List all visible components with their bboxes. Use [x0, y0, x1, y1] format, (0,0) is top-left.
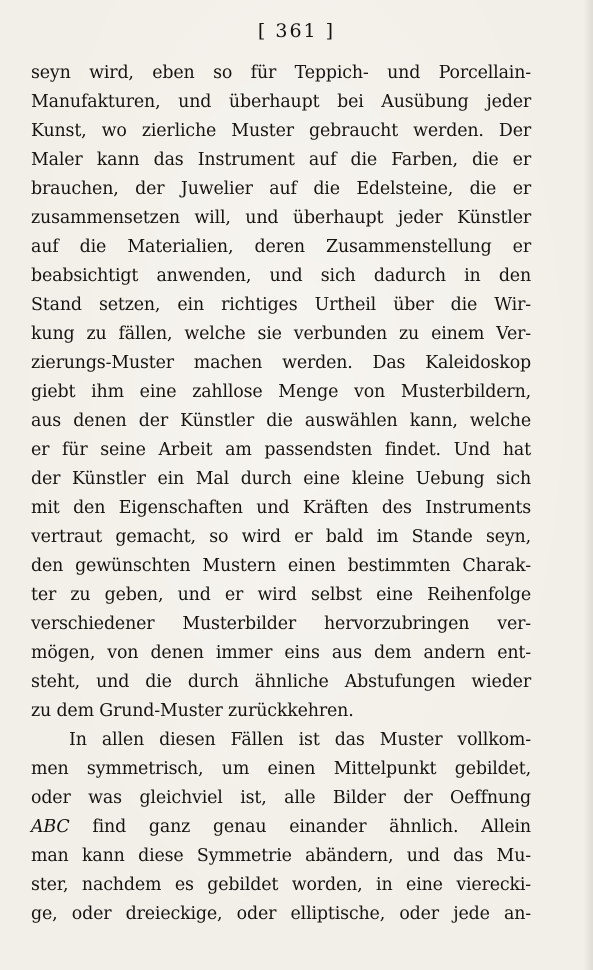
- page-number: [ 361 ]: [257, 20, 336, 42]
- text-line: er für seine Arbeit am passendsten findet. Und hat: [31, 440, 531, 460]
- text-line: ster, nachdem es gebildet worden, in eine vierecki-: [31, 875, 531, 895]
- text-line: giebt ihm eine zahllose Menge von Musterbildern,: [31, 382, 531, 402]
- italic-label: ABC: [31, 817, 70, 837]
- text-line: seyn wird, eben so für Teppich- und Porcellain-: [31, 63, 531, 83]
- text-line: men symmetrisch, um einen Mittelpunkt gebildet,: [31, 759, 531, 779]
- text-line: Kunst, wo zierliche Muster gebraucht werden. Der: [31, 121, 531, 141]
- text-line: In allen diesen Fällen ist das Muster vollkom-: [69, 730, 531, 750]
- paragraph-1: [31, 59, 531, 726]
- text-line: Manufakturen, und überhaupt bei Ausübung jeder: [31, 92, 531, 112]
- text-line: steht, und die durch ähnliche Abstufungen wieder: [31, 672, 531, 692]
- text-line: zierungs-Muster machen werden. Das Kaleidoskop: [31, 353, 531, 373]
- text-line: beabsichtigt anwenden, und sich dadurch in den: [31, 266, 531, 286]
- text-fragment: find ganz genau einander ähnlich. Allein: [92, 817, 531, 837]
- text-line: den gewünschten Mustern einen bestimmten Charak-: [31, 556, 531, 576]
- text-line: Stand setzen, ein richtiges Urtheil über die Wir-: [31, 295, 531, 315]
- text-line: zusammensetzen will, und überhaupt jeder Künstler: [31, 208, 531, 228]
- page-edge-shadow: [583, 0, 593, 970]
- text-line-with-label: [31, 813, 531, 842]
- text-line: brauchen, der Juwelier auf die Edelsteine, die er: [31, 179, 531, 199]
- text-line: mit den Eigenschaften und Kräften des Instruments: [31, 498, 531, 518]
- text-line: aus denen der Künstler die auswählen kann, welche: [31, 411, 531, 431]
- text-line: man kann diese Symmetrie abändern, und das Mu-: [31, 846, 531, 866]
- text-line: verschiedener Musterbilder hervorzubringen ver-: [31, 614, 531, 634]
- text-line: auf die Materialien, deren Zusammenstellung er: [31, 237, 531, 257]
- text-line: zu dem Grund-Muster zurückkehren.: [31, 701, 354, 721]
- text-line: ter zu geben, und er wird selbst eine Reihenfolge: [31, 585, 531, 605]
- text-line: der Künstler ein Mal durch eine kleine Uebung sich: [31, 469, 531, 489]
- text-line: kung zu fällen, welche sie verbunden zu einem Ver-: [31, 324, 531, 344]
- paragraph-2: [31, 726, 531, 929]
- text-line: oder was gleichviel ist, alle Bilder der Oeffnung: [31, 788, 531, 808]
- text-line: vertraut gemacht, so wird er bald im Stande seyn,: [31, 527, 531, 547]
- text-line: Maler kann das Instrument auf die Farben, die er: [31, 150, 531, 170]
- text-line: mögen, von denen immer eins aus dem andern ent-: [31, 643, 531, 663]
- body-text: [31, 59, 531, 929]
- text-line: ge, oder dreieckige, oder elliptische, oder jede an-: [31, 904, 531, 924]
